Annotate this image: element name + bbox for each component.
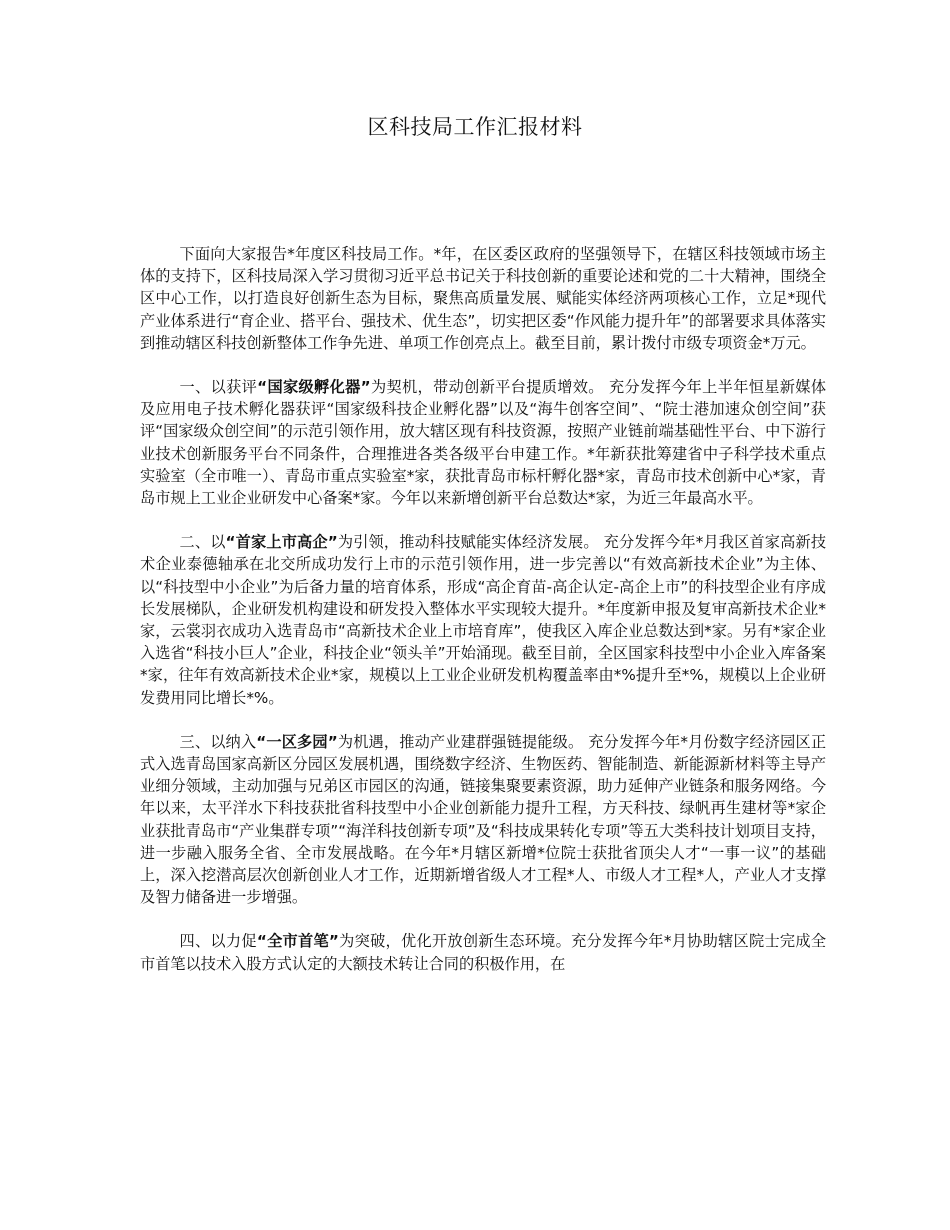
paragraph-keyword: “一区多园” — [256, 732, 338, 751]
paragraph-lead-text: 四、以力促 — [179, 932, 257, 951]
intro-paragraph — [140, 243, 826, 354]
document-body — [140, 243, 826, 997]
document-title: 区科技局工作汇报材料 — [367, 115, 583, 139]
paragraph-text: 为突破，优化开放创新生态环境。充分发挥今年*月协助辖区院士完成全市首笔以技术入股方式认定的大额技术转让合同的积极作用，在 — [140, 932, 827, 973]
paragraph-text: 下面向大家报告*年度区科技局工作。*年，在区委区政府的坚强领导下，在辖区科技领域市场主体的支持下，区科技局深入学习贯彻习近平总书记关于科技创新的重要论述和党的二十大精神，围绕全区中心工作，以打造良好创新生态为目标，聚焦高质量发展、赋能实体经济两项核心工作，立足*现代产业体系进行“育企业、搭平台、强技术、优生态”，切实把区委“作风能力提升年”的部署要求具体落实到推动辖区科技创新整体工作争先进、单项工作创亮点上。截至目前，累计拨付市级专项资金*万元。 — [140, 245, 826, 352]
section-four-paragraph — [140, 930, 826, 974]
paragraph-keyword: “首家上市高企” — [225, 533, 338, 552]
section-one-paragraph — [140, 376, 826, 509]
section-two-paragraph — [140, 531, 826, 709]
paragraph-lead-text: 三、以纳入 — [179, 732, 257, 751]
paragraph-keyword: “国家级孵化器” — [257, 378, 371, 397]
paragraph-lead-text: 二、以 — [179, 533, 226, 552]
section-three-paragraph — [140, 731, 826, 909]
paragraph-text: 为机遇，推动产业建群强链提能级。 充分发挥今年*月份数字经济园区正式入选青岛国家高新区分园区发展机遇，围绕数字经济、生物医药、智能制造、新能源新材料等主导产业细分领域，主动加强与兄弟区市园区的沟通，链接集聚要素资源，助力延伸产业链条和服务网络。今年以来，太平洋水下科技获批省科技型中小企业创新能力提升工程，方天科技、绿帆再生建材等*家企业获批青岛市“产业集群专项”“海洋科技创新专项”及“科技成果转化专项”等五大类科技计划项目支持，进一步融入服务全省、全市发展战略。在今年*月辖区新增*位院士获批省顶尖人才“一事一议”的基础上，深入挖潜高层次创新创业人才工作，近期新增省级人才工程*人、市级人才工程*人，产业人才支撑及智力储备进一步增强。 — [140, 732, 827, 907]
paragraph-text: 为引领，推动科技赋能实体经济发展。 充分发挥今年*月我区首家高新技术企业泰德轴承在北交所成功发行上市的示范引领作用，进一步完善以“有效高新技术企业”为主体、以“科技型中小企业”为后备力量的培育体系，形成“高企育苗-高企认定-高企上市”的科技型企业有序成长发展梯队，企业研发机构建设和研发投入整体水平实现较大提升。*年度新申报及复审高新技术企业*家，云裳羽衣成功入选青岛市“高新技术企业上市培育库”，使我区入库企业总数达到*家。另有*家企业入选省“科技小巨人”企业，科技企业“领头羊”开始涌现。截至目前，全区国家科技型中小企业入库备案*家，往年有效高新技术企业*家，规模以上工业企业研发机构覆盖率由*%提升至*%，规模以上企业研发费用同比增长*%。 — [140, 533, 827, 707]
paragraph-keyword: “全市首笔” — [256, 932, 339, 951]
paragraph-text: 为契机，带动创新平台提质增效。 充分发挥今年上半年恒星新媒体及应用电子技术孵化器获评“国家级科技企业孵化器”以及“海牛创客空间”、“院士港加速众创空间”获评“国家级众创空间”的示范引领作用，放大辖区现有科技资源，按照产业链前端基础性平台、中下游行业技术创新服务平台不同条件，合理推进各类各级平台申建工作。*年新获批筹建省中子科学技术重点实验室（全市唯一）、青岛市重点实验室*家，获批青岛市标杆孵化器*家，青岛市技术创新中心*家，青岛市规上工业企业研发中心备案*家。今年以来新增创新平台总数达*家，为近三年最高水平。 — [140, 378, 827, 508]
paragraph-lead-text: 一、以获评 — [179, 378, 258, 397]
